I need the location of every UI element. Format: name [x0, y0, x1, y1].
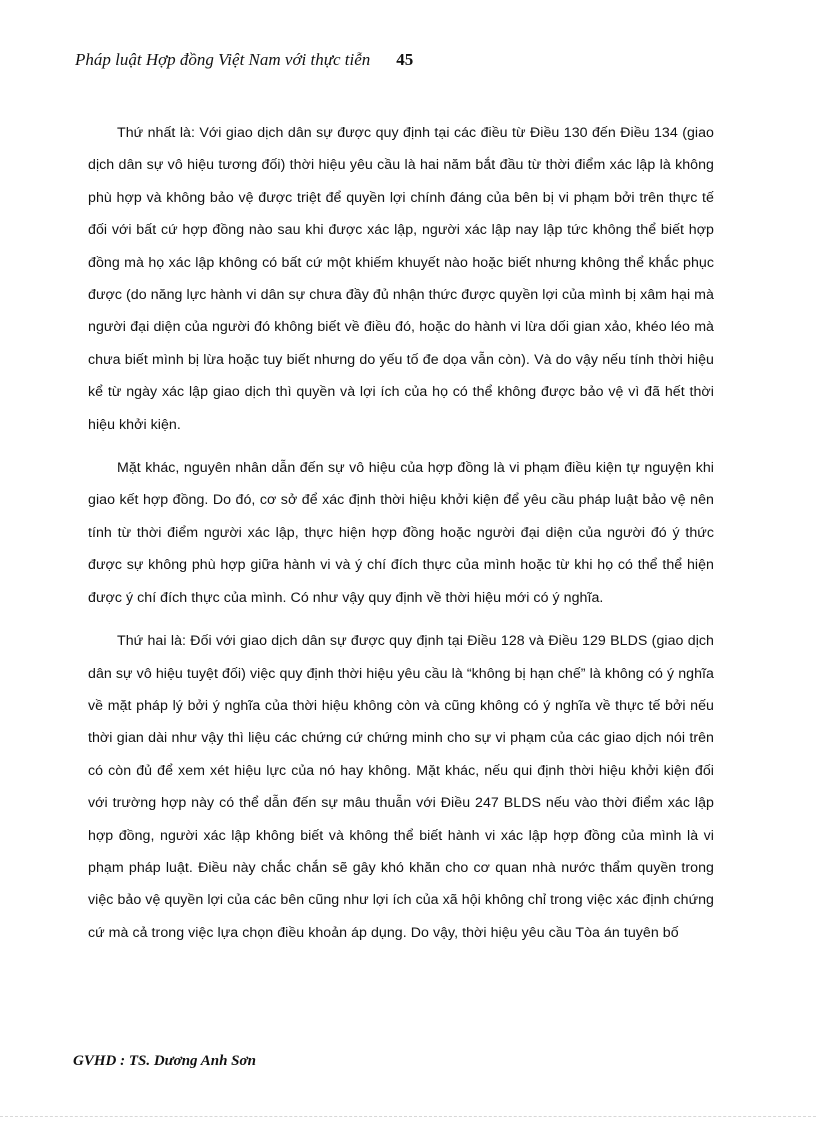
paragraph-on-the-other-hand: Mặt khác, nguyên nhân dẫn đến sự vô hiệu của hợp đồng là vi phạm điều kiện tự nguyện khi giao kết hợp đồng. Do đó, cơ sở để xác định thời hiệu khởi kiện để yêu cầu pháp luật bảo vệ nên tính từ thời điểm người xác lập, thực hiện hợp đồng hoặc người đại diện của người đó ý thức được sự không phù hợp giữa hành vi và ý chí đích thực của mình hoặc từ khi họ có thể thể hiện được ý chí đích thực của mình. Có như vậy quy định về thời hiệu mới có ý nghĩa.: [88, 460, 714, 606]
running-title: Pháp luật Hợp đồng Việt Nam với thực tiễn: [75, 50, 371, 69]
body-text: [88, 117, 714, 960]
paragraph-second-point: Thứ hai là: Đối với giao dịch dân sự được quy định tại Điều 128 và Điều 129 BLDS (giao dịch dân sự vô hiệu tuyệt đối) việc quy định thời hiệu yêu cầu là “không bị hạn chế” là không có ý nghĩa về mặt pháp lý bởi ý nghĩa của thời hiệu không còn và cũng không có ý nghĩa về thực tế bởi nếu thời gian dài như vậy thì liệu các chứng cứ chứng minh cho sự vi phạm của các giao dịch nói trên có còn đủ để xem xét hiệu lực của nó hay không. Mặt khác, nếu qui định thời hiệu khởi kiện đối với trường hợp này có thể dẫn đến sự mâu thuẫn với Điều 247 BLDS nếu vào thời điểm xác lập hợp đồng, người xác lập không biết và không thể biết hành vi xác lập hợp đồng của mình là vi phạm pháp luật. Điều này chắc chắn sẽ gây khó khăn cho cơ quan nhà nước thẩm quyền trong việc bảo vệ quyền lợi của các bên cũng như lợi ích của xã hội không chỉ trong việc xác định chứng cứ mà cả trong việc lựa chọn điều khoản áp dụng. Do vậy, thời hiệu yêu cầu Tòa án tuyên bố: [88, 633, 714, 941]
page-header: [75, 50, 755, 76]
page-bottom-divider: [0, 1116, 816, 1117]
paragraph-first-point: Thứ nhất là: Với giao dịch dân sự được quy định tại các điều từ Điều 130 đến Điều 134 (giao dịch dân sự vô hiệu tương đối) thời hiệu yêu cầu là hai năm bắt đầu từ thời điểm xác lập là không phù hợp và không bảo vệ được triệt để quyền lợi chính đáng của bên bị vi phạm bởi trên thực tế đối với bất cứ hợp đồng nào sau khi được xác lập, người xác lập nay lập tức không thể biết hợp đồng mà họ xác lập không có bất cứ một khiếm khuyết nào hoặc biết nhưng không thể khắc phục được (do năng lực hành vi dân sự chưa đầy đủ nhận thức được quyền lợi của mình bị xâm hại mà người đại diện của người đó không biết về điều đó, hoặc do hành vi lừa dối gian xảo, khéo léo mà chưa biết mình bị lừa hoặc tuy biết nhưng do yếu tố đe dọa vẫn còn). Và do vậy nếu tính thời hiệu kể từ ngày xác lập giao dịch thì quyền và lợi ích của họ có thể không được bảo vệ vì đã hết thời hiệu khởi kiện.: [88, 125, 714, 433]
page-footer: GVHD : TS. Dương Anh Sơn: [73, 1053, 256, 1069]
page-number: 45: [396, 50, 414, 69]
